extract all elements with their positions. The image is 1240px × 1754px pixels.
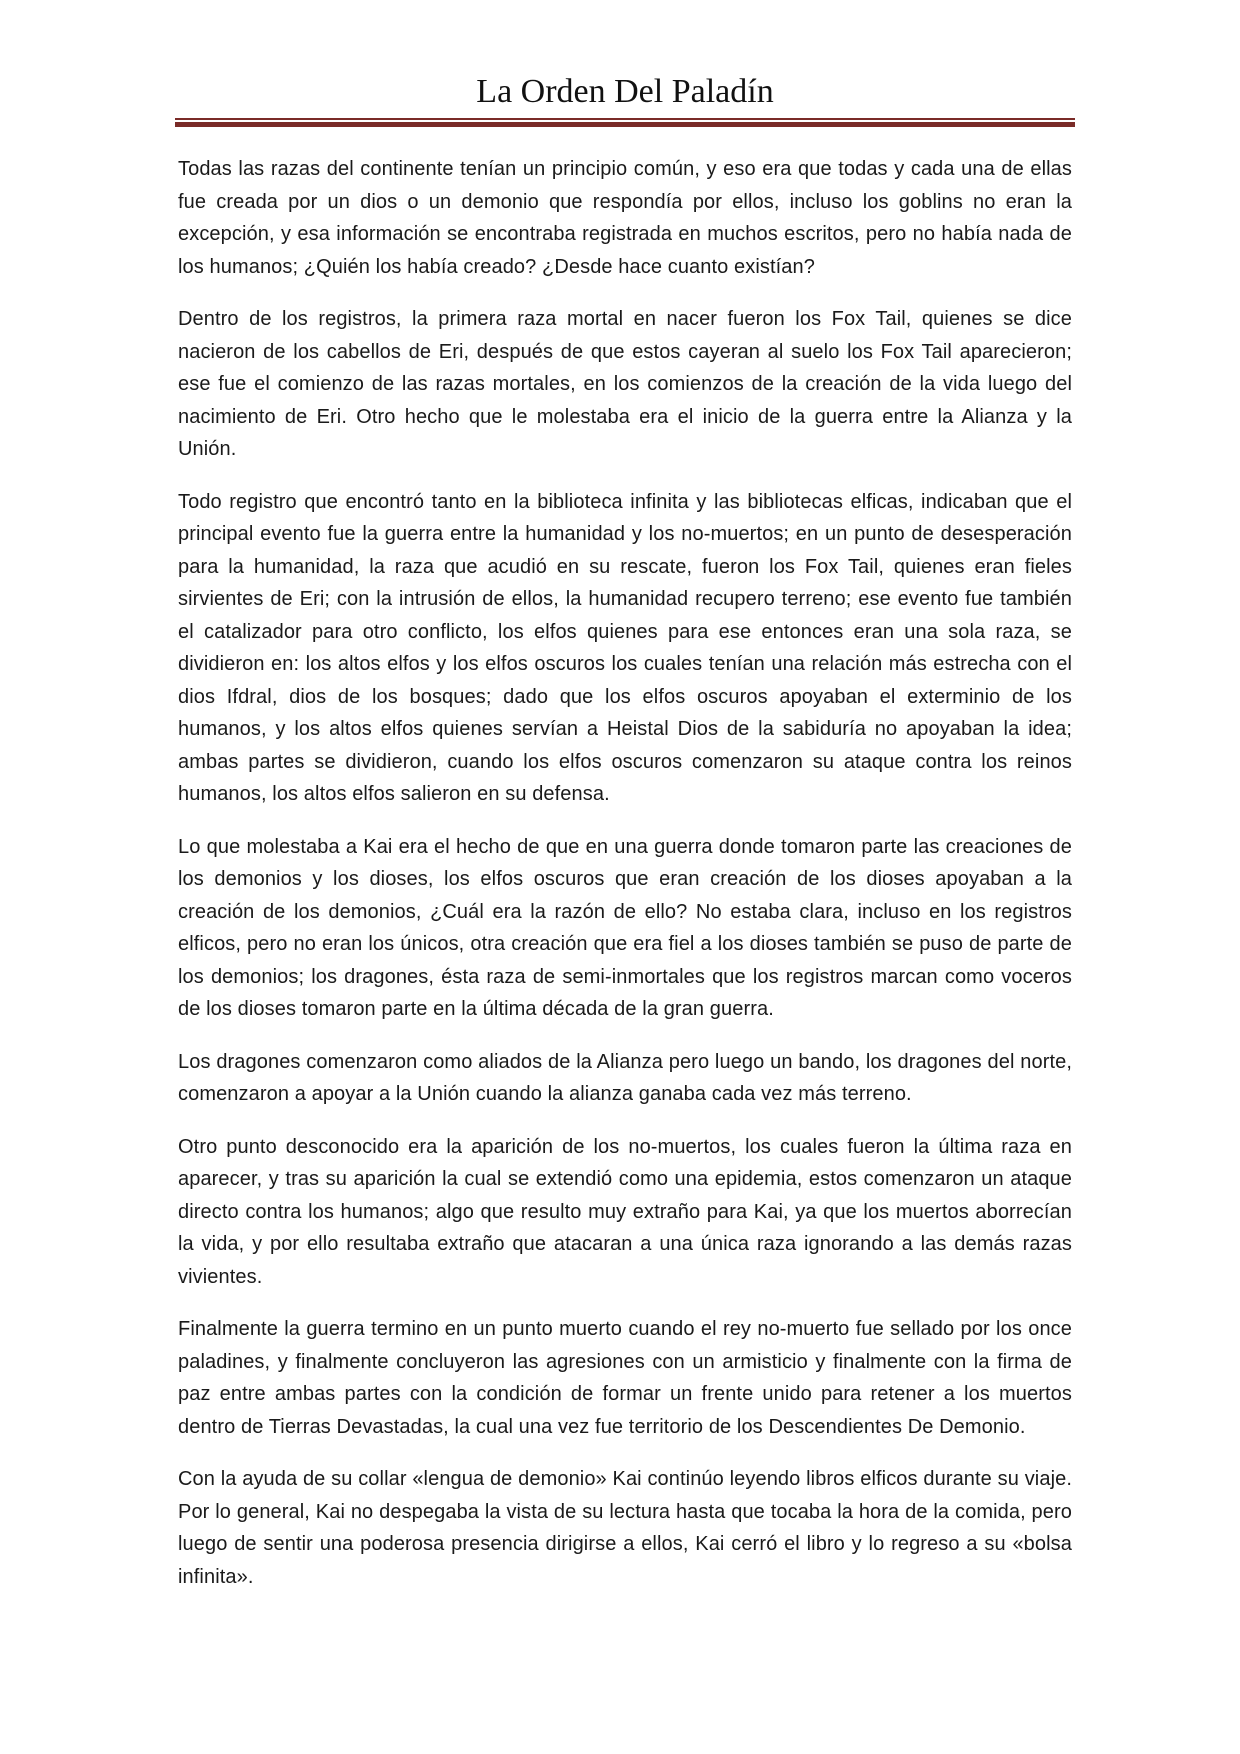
- body-text: [178, 153, 1072, 1613]
- page-header: [175, 70, 1075, 114]
- paragraph-7: Finalmente la guerra termino en un punto muerto cuando el rey no-muerto fue sellado por los once paladines, y finalmente concluyeron las agresiones con un armisticio y finalmente con la firma de paz entre ambas partes con la condición de formar un frente unido para retener a los muertos dentro de Tierras Devastadas, la cual una vez fue territorio de los Descendientes De Demonio.: [178, 1318, 1072, 1438]
- paragraph-5: Los dragones comenzaron como aliados de la Alianza pero luego un bando, los dragones del norte, comenzaron a apoyar a la Unión cuando la alianza ganaba cada vez más terreno.: [178, 1050, 1072, 1105]
- page-title: La Orden Del Paladín: [476, 73, 774, 110]
- paragraph-8: Con la ayuda de su collar «lengua de demonio» Kai continúo leyendo libros elficos durante su viaje. Por lo general, Kai no despegaba la vista de su lectura hasta que tocaba la hora de la comida, pero luego de sentir una poderosa presencia dirigirse a ellos, Kai cerró el libro y lo regreso a su «bolsa infinita».: [178, 1468, 1072, 1588]
- paragraph-3: Todo registro que encontró tanto en la biblioteca infinita y las bibliotecas elficas, indicaban que el principal evento fue la guerra entre la humanidad y los no-muertos; en un punto de desesperación para la humanidad, la raza que acudió en su rescate, fueron los Fox Tail, quienes eran fieles sirvientes de Eri; con la intrusión de ellos, la humanidad recupero terreno; ese evento fue también el catalizador para otro conflicto, los elfos quienes para ese entonces eran una sola raza, se dividieron en: los altos elfos y los elfos oscuros los cuales tenían una relación más estrecha con el dios Ifdral, dios de los bosques; dado que los elfos oscuros apoyaban el exterminio de los humanos, y los altos elfos quienes servían a Heistal Dios de la sabiduría no apoyaban la idea; ambas partes se dividieron, cuando los elfos oscuros comenzaron su ataque contra los reinos humanos, los altos elfos salieron en su defensa.: [178, 490, 1072, 805]
- paragraph-1: Todas las razas del continente tenían un principio común, y eso era que todas y cada una de ellas fue creada por un dios o un demonio que respondía por ellos, incluso los goblins no eran la excepción, y esa información se encontraba registrada en muchos escritos, pero no había nada de los humanos; ¿Quién los había creado? ¿Desde hace cuanto existían?: [178, 158, 1072, 278]
- paragraph-2: Dentro de los registros, la primera raza mortal en nacer fueron los Fox Tail, quienes se dice nacieron de los cabellos de Eri, después de que estos cayeran al suelo los Fox Tail aparecieron; ese fue el comienzo de las razas mortales, en los comienzos de la creación de la vida luego del nacimiento de Eri. Otro hecho que le molestaba era el inicio de la guerra entre la Alianza y la Unión.: [178, 308, 1072, 460]
- header-divider-thin-line: [175, 118, 1075, 120]
- header-divider: [175, 118, 1075, 128]
- header-divider-thick-line: [175, 122, 1075, 127]
- paragraph-4: Lo que molestaba a Kai era el hecho de que en una guerra donde tomaron parte las creaciones de los demonios y los dioses, los elfos oscuros que eran creación de los dioses apoyaban a la creación de los demonios, ¿Cuál era la razón de ello? No estaba clara, incluso en los registros elficos, pero no eran los únicos, otra creación que era fiel a los dioses también se puso de parte de los demonios; los dragones, ésta raza de semi-inmortales que los registros marcan como voceros de los dioses tomaron parte en la última década de la gran guerra.: [178, 835, 1072, 1020]
- paragraph-6: Otro punto desconocido era la aparición de los no-muertos, los cuales fueron la última raza en aparecer, y tras su aparición la cual se extendió como una epidemia, estos comenzaron un ataque directo contra los humanos; algo que resulto muy extraño para Kai, ya que los muertos aborrecían la vida, y por ello resultaba extraño que atacaran a una única raza ignorando a las demás razas vivientes.: [178, 1135, 1072, 1288]
